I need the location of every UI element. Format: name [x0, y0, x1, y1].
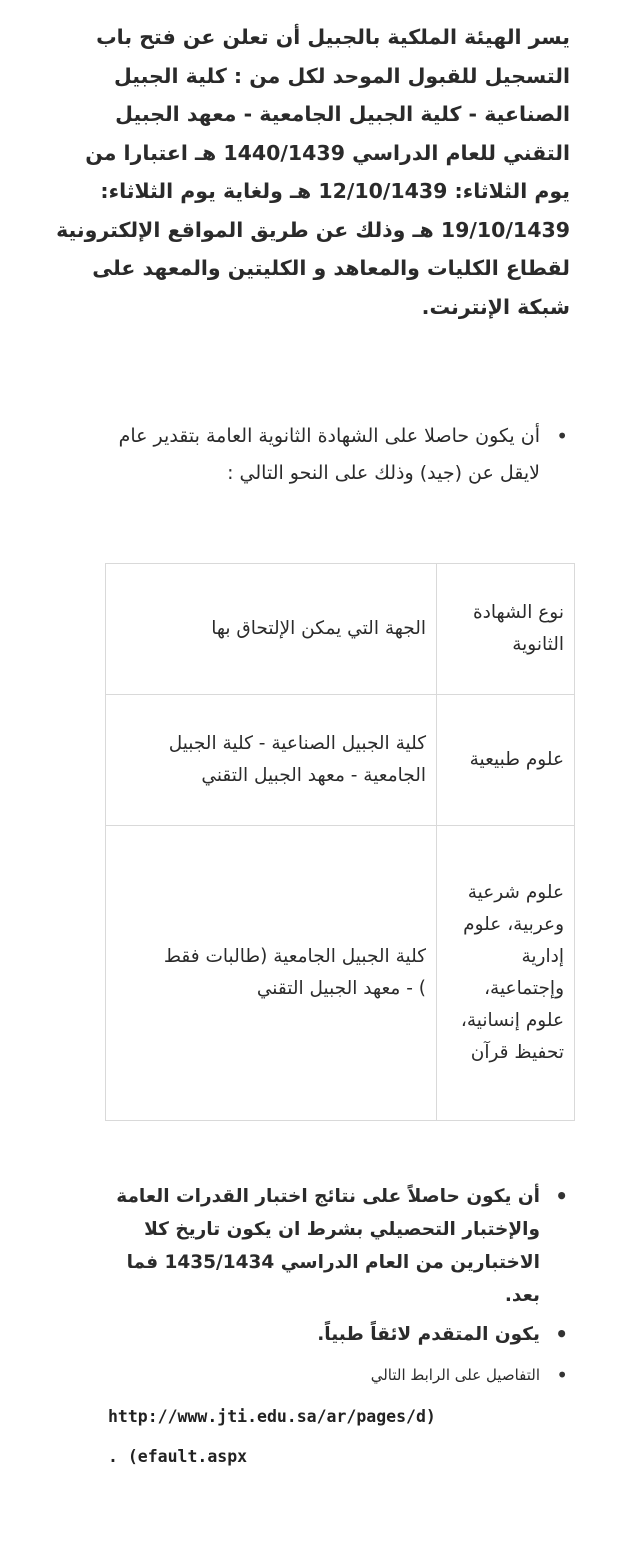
table-row: [106, 695, 575, 826]
announcement-text: يسر الهيئة الملكية بالجبيل أن تعلن عن فتح باب التسجيل للقبول الموحد لكل من : كلية الجبيل الصناعية - كلية الجبيل الجامعية - معهد الجبيل التقني للعام الدراسي 1440/1439 هـ اعتبارا من يوم الثلاثاء: 12/10/1439 هـ ولغاية يوم الثلاثاء: 19/10/1439 هـ وذلك عن طريق المواقع الإلكترونية لقطاع الكليات والمعاهد و الكليتين والمعهد على شبكة الإنترنت.: [56, 25, 570, 319]
list-item: [100, 418, 570, 492]
cell-cert-type: علوم شرعية وعربية، علوم إدارية وإجتماعية، علوم إنسانية، تحفيظ قرآن: [437, 826, 575, 1121]
header-destination: الجهة التي يمكن الإلتحاق بها: [106, 564, 437, 695]
bullet-icon: •: [555, 1322, 568, 1346]
list-item: [100, 1180, 570, 1312]
table-header-row: [106, 564, 575, 695]
requirements-list-bottom: [100, 1180, 570, 1477]
list-item: [100, 1359, 570, 1477]
requirement-tests: أن يكون حاصلاً على نتائج اختبار القدرات العامة والإختبار التحصيلي بشرط ان يكون تاريخ كلا الاختبارين من العام الدراسي 1435/1434 فما بعد.: [116, 1186, 540, 1306]
bullet-icon: •: [555, 1184, 568, 1208]
cell-destination: [106, 826, 437, 1121]
details-link-continued[interactable]: . (efault.aspx: [108, 1447, 248, 1466]
requirement-certificate: أن يكون حاصلا على الشهادة الثانوية العامة بتقدير عام لايقل عن (جيد) وذلك على النحو التالي :: [118, 425, 540, 484]
details-label: التفاصيل على الرابط التالي: [370, 1366, 540, 1384]
header-cert-type: نوع الشهادة الثانوية: [437, 564, 575, 695]
requirements-list-top: [100, 418, 570, 492]
destination-line-2: ) - معهد الجبيل التقني: [256, 978, 426, 999]
list-item: [100, 1318, 570, 1351]
bullet-icon: •: [556, 1363, 568, 1387]
destination-line-1: كلية الجبيل الجامعية (طالبات فقط: [163, 946, 426, 967]
details-link[interactable]: http://www.jti.edu.sa/ar/pages/d): [108, 1407, 436, 1426]
requirement-medical: يكون المتقدم لائقاً طبياً.: [317, 1324, 540, 1345]
table-row: [106, 826, 575, 1121]
bullet-icon: •: [556, 424, 568, 448]
admission-table: [105, 563, 575, 1121]
cell-cert-type: علوم طبيعية: [437, 695, 575, 826]
cell-destination: كلية الجبيل الصناعية - كلية الجبيل الجامعية - معهد الجبيل التقني: [106, 695, 437, 826]
